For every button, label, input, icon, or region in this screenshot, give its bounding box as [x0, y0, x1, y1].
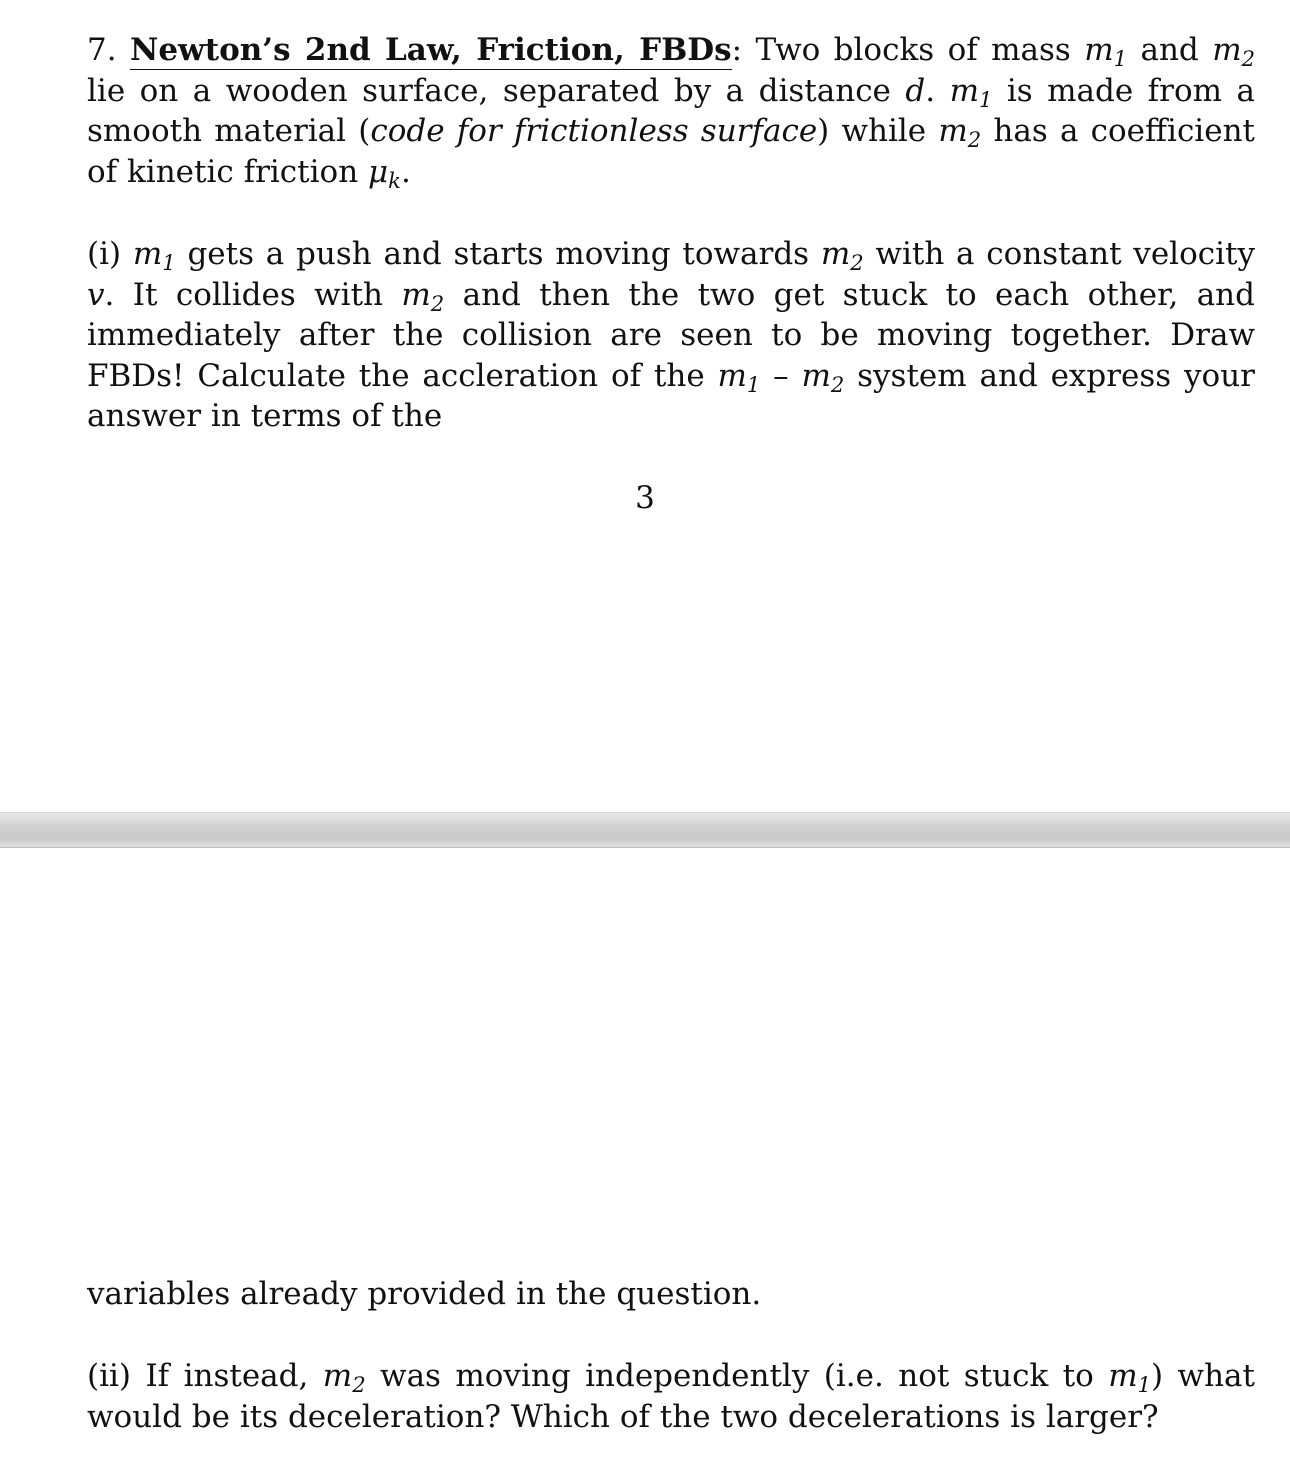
- minus-sign: –: [760, 357, 802, 394]
- var-v: v: [87, 276, 105, 313]
- problem-text: ) while: [817, 113, 939, 149]
- problem-number: 7.: [87, 32, 117, 68]
- part-i-text: . It collides with: [104, 276, 402, 313]
- part-ii-text: ) what would be its deceleration? Which of the two decelerations is larger?: [87, 1358, 1256, 1435]
- var-mu-k: $\mu_k$: [368, 153, 401, 193]
- problem-text: is made from a smooth material (: [87, 72, 1255, 149]
- var-m2: $m_2$: [1212, 32, 1256, 71]
- problem-text: .: [400, 153, 411, 190]
- var-d: d: [905, 72, 926, 109]
- part-i-text: and then the two get stuck to each other, and immediately after the collision are seen to be moving together. Draw FBDs! Calculate the accleration of the: [87, 276, 1255, 394]
- part-i-text: gets a push and starts moving towards: [175, 236, 821, 272]
- var-m2: $m_2$: [401, 276, 445, 316]
- problem-text: has a coefficient of kinetic friction: [87, 113, 1255, 190]
- var-m2: $m_2$: [801, 357, 845, 397]
- code-phrase: code for frictionless surface: [370, 113, 818, 149]
- part-i-text: with a constant velocity: [863, 236, 1255, 272]
- var-m1: $m_1$: [1084, 32, 1128, 71]
- problem-statement: [87, 30, 1255, 192]
- problem-text: and: [1127, 32, 1213, 68]
- problem-text: lie on a wooden surface, separated by a distance: [87, 72, 906, 109]
- var-m1: $m_1$: [132, 236, 176, 275]
- part-i-text: system and express your answer in terms of the: [87, 357, 1255, 434]
- part-i-label: (i): [87, 236, 133, 272]
- part-ii-text: was moving independently (i.e. not stuck to: [365, 1358, 1109, 1394]
- part-ii: [87, 1356, 1255, 1437]
- problem-text: : Two blocks of mass: [731, 32, 1085, 68]
- part-ii-text: (ii) If instead,: [87, 1358, 323, 1394]
- page-number: 3: [635, 480, 655, 516]
- problem-text: .: [925, 72, 950, 109]
- var-m2: $m_2$: [322, 1358, 366, 1397]
- page-separator: [0, 812, 1290, 848]
- part-i: [87, 234, 1255, 437]
- problem-heading: Newton’s 2nd Law, Friction, FBDs: [130, 32, 732, 68]
- part-i-continuation: variables already provided in the question.: [87, 1276, 762, 1312]
- var-m1: $m_1$: [717, 357, 761, 397]
- var-m1: $m_1$: [949, 72, 993, 112]
- var-m1: $m_1$: [1108, 1358, 1152, 1397]
- var-m2: $m_2$: [820, 236, 864, 275]
- var-m2: $m_2$: [938, 113, 982, 152]
